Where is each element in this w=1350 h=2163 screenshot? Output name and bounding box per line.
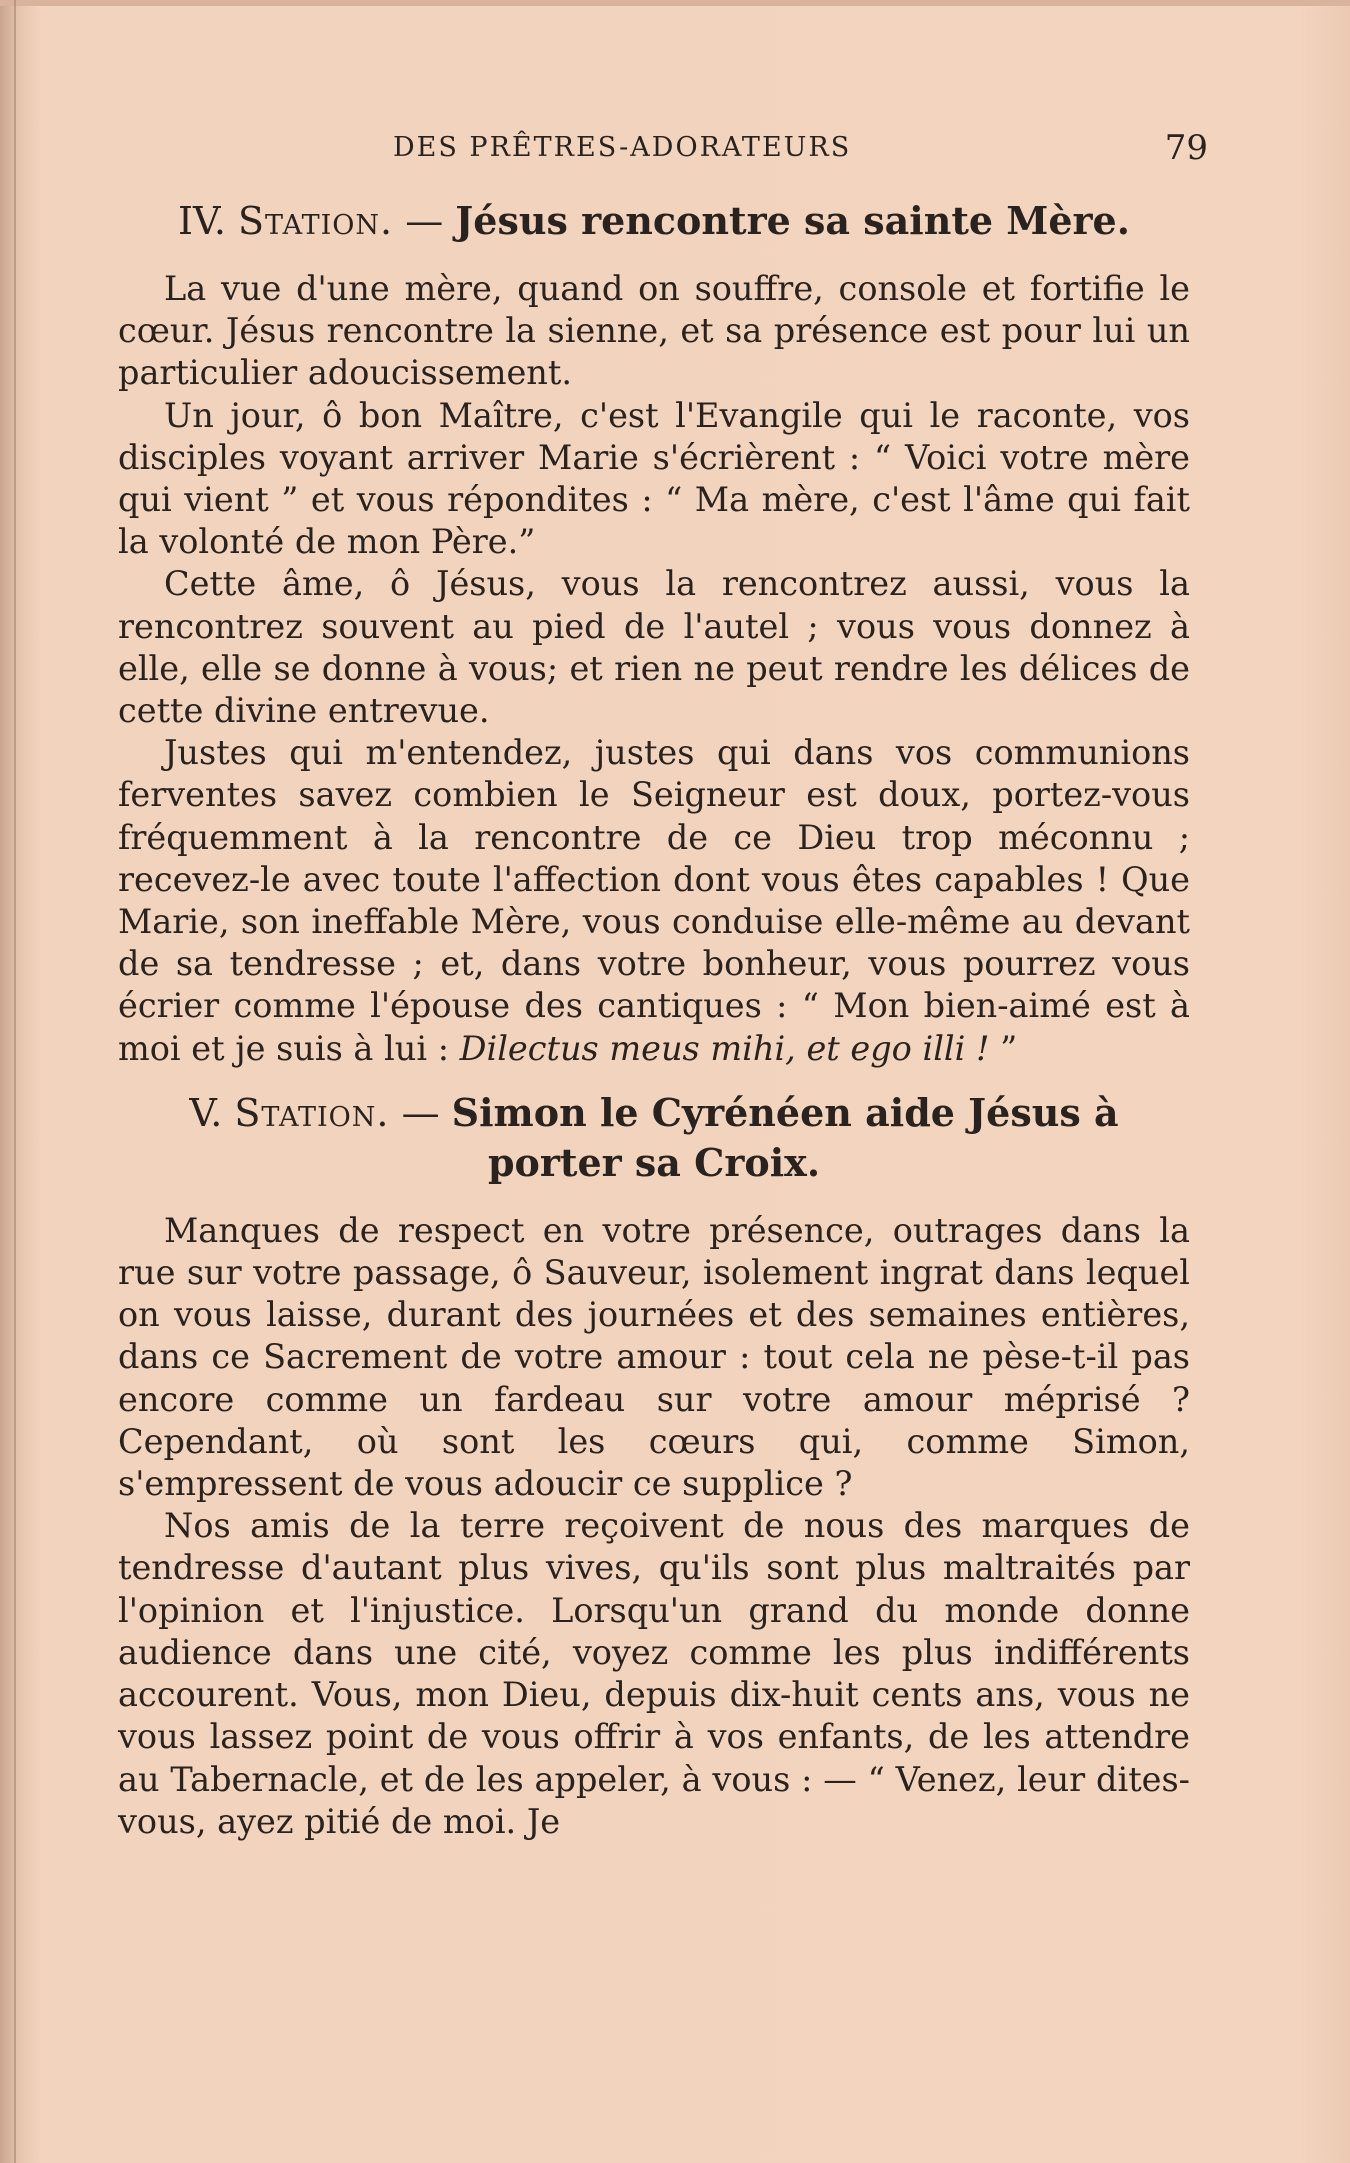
binding-gutter — [14, 0, 16, 2163]
paragraph: Un jour, ô bon Maître, c'est l'Evangile qui le raconte, vos disciples voyant arriver Marie s'écrièrent : “ Voici votre mère qui vient ” et vous répondites : “ Ma mère, c'est l'âme qui fait la volonté de mon Père.” — [118, 395, 1190, 562]
heading-dash: — — [389, 1090, 452, 1135]
section-gap — [118, 1070, 1190, 1088]
station-title: Simon le Cyrénéen aide Jésus à porter sa Croix. — [451, 1089, 1119, 1185]
paragraph — [118, 732, 1190, 1070]
page-header — [118, 128, 1208, 168]
closing-quote: ” — [989, 1028, 1018, 1068]
station-number: V. — [189, 1090, 223, 1135]
station-iv-heading — [118, 196, 1190, 246]
station-v-heading — [118, 1088, 1190, 1188]
paragraph: La vue d'une mère, quand on souffre, console et fortifie le cœur. Jésus rencontre la sienne, et sa présence est pour lui un particulier adoucissement. — [118, 269, 1190, 393]
running-title: DES PRÊTRES-ADORATEURS — [393, 132, 852, 163]
station-title: Jésus rencontre sa sainte Mère. — [455, 198, 1130, 243]
page-number: 79 — [1164, 128, 1208, 168]
paragraph-text: Justes qui m'entendez, justes qui dans vos communions ferventes savez combien le Seigneur est doux, portez-vous fréquemment à la rencontre de ce Dieu trop méconnu ; recevez-le avec toute l'affection dont vous êtes capables ! Que Marie, son ineffable Mère, vous conduise elle-même au devant de sa tendresse ; et, dans votre bonheur, vous pourrez vous écrier comme l'épouse des cantiques : “ Mon bien-aimé est à moi et je suis à lui : — [118, 733, 1190, 1068]
station-label: Station. — [234, 1090, 390, 1135]
heading-dash: — — [393, 199, 456, 243]
paragraph: Cette âme, ô Jésus, vous la rencontrez aussi, vous la rencontrez souvent au pied de l'autel ; vous vous donnez à elle, elle se donne à vous; et rien ne peut rendre les délices de cette divine entrevue. — [118, 564, 1190, 731]
station-label: Station. — [238, 199, 394, 243]
page-top-edge — [0, 0, 1350, 6]
station-number: IV. — [178, 199, 226, 243]
paragraph: Nos amis de la terre reçoivent de nous des marques de tendresse d'autant plus vives, qu'ils sont plus maltraités par l'opinion et l'injustice. Lorsqu'un grand du monde donne audience dans une cité, voyez comme les plus indifférents accourent. Vous, mon Dieu, depuis dix-huit cents ans, vous ne vous lassez point de vous offrir à vos enfants, de les attendre au Tabernacle, et de les appeler, à vous : — “ Venez, leur dites-vous, ayez pitié de moi. Je — [118, 1506, 1190, 1841]
latin-quote: Dilectus meus mihi, et ego illi ! — [459, 1028, 990, 1068]
paragraph: Manques de respect en votre présence, outrages dans la rue sur votre passage, ô Sauveur, isolement ingrat dans lequel on vous laisse, durant des journées et des semaines entières, dans ce Sacrement de votre amour : tout cela ne pèse-t-il pas encore comme un fardeau sur votre amour méprisé ? Cependant, où sont les cœurs qui, comme Simon, s'empressent de vous adoucir ce supplice ? — [118, 1210, 1190, 1504]
page-body — [118, 196, 1190, 1843]
